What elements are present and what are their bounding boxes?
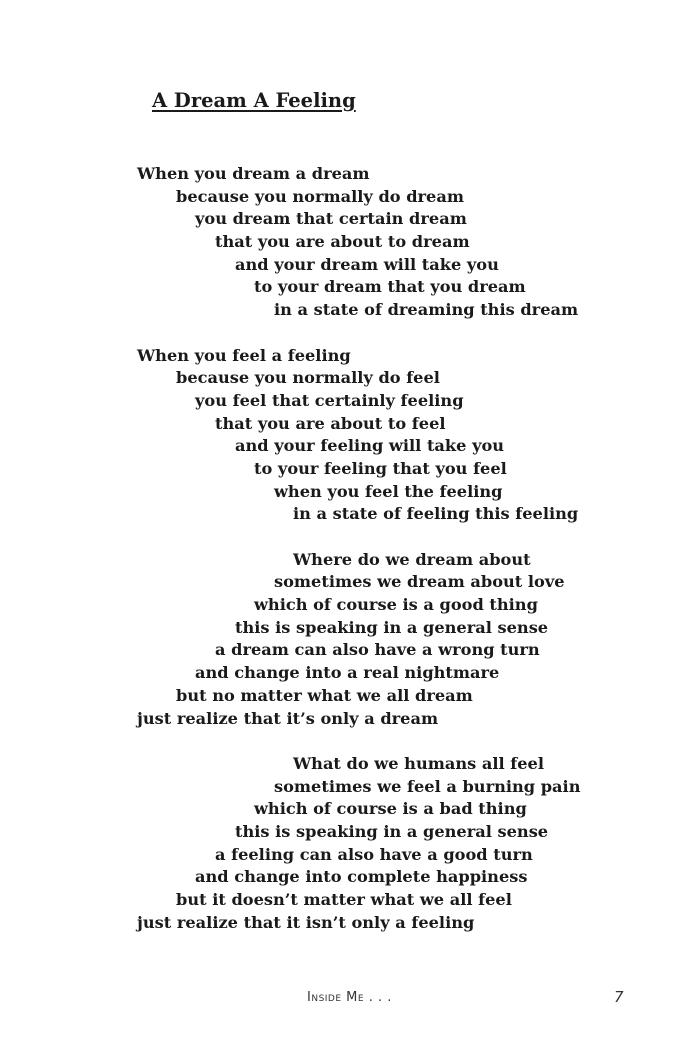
poem-line: when you feel the feeling	[274, 481, 503, 501]
poem-line: a dream can also have a wrong turn	[215, 640, 540, 660]
poem-line: just realize that it’s only a dream	[137, 708, 439, 728]
stanza-break	[137, 526, 580, 549]
poem-line: this is speaking in a general sense	[235, 821, 549, 841]
poem-line: and your feeling will take you	[235, 436, 505, 456]
stanza-break	[137, 322, 580, 345]
poem-line: What do we humans all feel	[293, 753, 544, 773]
poem-line: to your feeling that you feel	[254, 458, 507, 478]
poem-line: which of course is a bad thing	[254, 799, 527, 819]
poem-line: to your dream that you dream	[254, 277, 526, 297]
stanza-break	[137, 730, 580, 753]
poem-line: but no matter what we all dream	[176, 685, 473, 705]
poem-line: in a state of feeling this feeling	[293, 504, 579, 524]
poem-line: in a state of dreaming this dream	[274, 300, 579, 320]
poem-line: When you dream a dream	[137, 164, 370, 183]
poem-title: A Dream A Feeling	[152, 89, 356, 112]
poem-line: and change into a real nightmare	[195, 663, 500, 683]
poem-line: When you feel a feeling	[137, 345, 351, 365]
page-number: 7	[614, 988, 624, 1006]
poem-line: and change into complete happiness	[195, 867, 528, 887]
poem-line: you dream that certain dream	[195, 209, 467, 229]
poem-line: you feel that certainly feeling	[195, 390, 464, 410]
poem-line: a feeling can also have a good turn	[215, 844, 533, 864]
poem-line: but it doesn’t matter what we all feel	[176, 890, 512, 909]
poem-line: because you normally do dream	[176, 186, 464, 206]
poem-line: that you are about to feel	[215, 413, 446, 433]
poem-line: Where do we dream about	[293, 549, 531, 569]
poem-line: this is speaking in a general sense	[235, 617, 549, 637]
poem-line: sometimes we dream about love	[274, 572, 565, 592]
poem-line: which of course is a good thing	[254, 595, 538, 615]
poem-line: because you normally do feel	[176, 368, 440, 388]
poem-line: and your dream will take you	[235, 254, 499, 274]
poem-line: that you are about to dream	[215, 232, 470, 252]
poem-body	[137, 163, 580, 934]
running-footer-book-title: Inside Me . . .	[307, 990, 392, 1005]
poem-line: just realize that it isn’t only a feeling	[137, 912, 475, 932]
poem-line: sometimes we feel a burning pain	[274, 776, 581, 796]
